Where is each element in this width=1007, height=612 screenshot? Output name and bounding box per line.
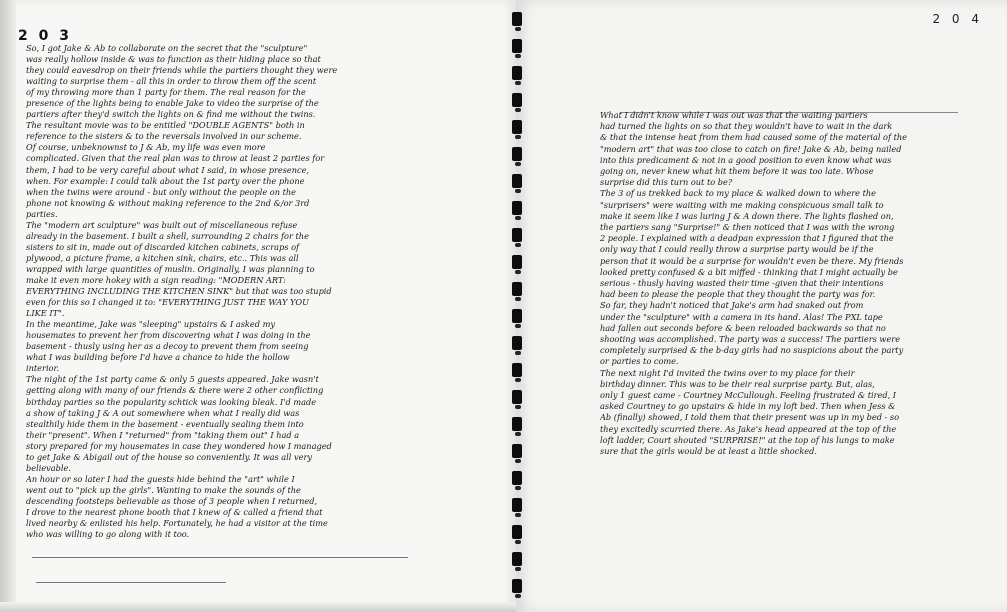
text-line: under the "sculpture" with a camera in its hand. Alas! The PXL tape xyxy=(600,311,883,322)
binding-hole xyxy=(512,174,522,188)
text-line: What I didn't know while I was out was that the waiting partiers xyxy=(600,110,868,120)
text-line: & that the intense heat from them had caused some of the material of the xyxy=(600,132,908,143)
text-line: basement - thusly using her as a decoy to prevent them from seeing xyxy=(26,341,309,352)
handwritten-rule xyxy=(32,557,408,558)
handwritten-rule xyxy=(36,582,226,583)
binding-hole xyxy=(512,93,522,107)
text-line: them, I had to be very careful about what I said, in whose presence, xyxy=(26,164,310,175)
binding-coil xyxy=(515,378,521,382)
text-line: to get Jake & Abigail out of the house so conveniently. It was all very xyxy=(26,451,312,462)
binding-coil xyxy=(515,108,521,112)
text-line: person that it would be a surprise for wouldn't even be there. My friends xyxy=(600,255,904,266)
text-line: So, I got Jake & Ab to collaborate on the secret that the "sculpture" xyxy=(26,43,308,53)
text-line: story prepared for my housemates in case they wondered how I managed xyxy=(26,440,332,451)
text-line: make it even more hokey with a sign reading: "MODERN ART: xyxy=(26,274,286,285)
binding-hole xyxy=(512,525,522,539)
text-line: already in the basement. I built a shell, surrounding 2 chairs for the xyxy=(26,230,309,241)
text-line: interior. xyxy=(26,363,60,374)
text-line: they excitedly scurried there. As Jake's head appeared at the top of the xyxy=(600,423,897,434)
text-line: waiting to surprise them - all this in order to throw them off the scent xyxy=(26,76,317,87)
binding-coil xyxy=(515,351,521,355)
binding-hole xyxy=(512,336,522,350)
binding-coil xyxy=(515,243,521,247)
text-line: The resultant movie was to be entitled "DOUBLE AGENTS" both in xyxy=(26,120,305,131)
text-line: they could eavesdrop on their friends while the partiers thought they were xyxy=(26,65,338,76)
right-page-number: 2 0 4 xyxy=(932,12,983,26)
text-line: phone not knowing & without making reference to the 2nd &/or 3rd xyxy=(26,197,310,208)
binding-coil xyxy=(515,513,521,517)
binding-coil xyxy=(515,270,521,274)
binding-hole xyxy=(512,12,522,26)
text-line: "modern art" that was too close to catch on fire! Jake & Ab, being nailed xyxy=(600,143,902,154)
binding-coil xyxy=(515,459,521,463)
text-line: shooting was accomplished. The party was a success! The partiers were xyxy=(600,334,901,345)
binding-coil xyxy=(515,297,521,301)
binding-hole xyxy=(512,282,522,296)
text-line: birthday dinner. This was to be their real surprise party. But, alas, xyxy=(600,378,875,389)
text-line: had fallen out seconds before & been reloaded backwards so that no xyxy=(600,322,886,333)
text-line: "surprisers" were waiting with me making conspicuous small talk to xyxy=(600,199,884,210)
right-text-column xyxy=(600,110,962,457)
text-line: I drove to the nearest phone booth that I knew of & called a friend that xyxy=(26,506,323,517)
text-line: what I was building before I'd have a chance to hide the hollow xyxy=(26,352,290,363)
text-line: stealthily hide them in the basement - eventually sealing them into xyxy=(26,418,304,429)
text-line: birthday parties so the popularity schtick was looking bleak. I'd made xyxy=(26,396,317,407)
text-line: EVERYTHING INCLUDING THE KITCHEN SINK" but that was too stupid xyxy=(26,286,332,297)
text-line: had been to please the people that they thought the party was for. xyxy=(600,289,876,300)
spiral-binding xyxy=(506,0,524,612)
binding-coil xyxy=(515,567,521,571)
binding-coil xyxy=(515,81,521,85)
binding-coil xyxy=(515,405,521,409)
text-line: The "modern art sculpture" was built out of miscellaneous refuse xyxy=(26,219,298,230)
text-line: or parties to come. xyxy=(600,356,679,367)
text-line: was really hollow inside & was to function as their hiding place so that xyxy=(26,54,321,65)
left-text-column xyxy=(26,43,404,540)
text-line: who was willing to go along with it too. xyxy=(26,529,190,540)
binding-hole xyxy=(512,417,522,431)
binding-coil xyxy=(515,189,521,193)
text-line: loft ladder, Court shouted "SURPRISE!" at the top of his lungs to make xyxy=(600,434,895,445)
text-line: a show of taking J & A out somewhere when what I really did was xyxy=(26,407,300,418)
text-line: when the twins were around - but only without the people on the xyxy=(26,186,296,197)
binding-hole xyxy=(512,120,522,134)
binding-hole xyxy=(512,498,522,512)
text-line: reference to the sisters & to the reversals involved in our scheme. xyxy=(26,131,302,142)
text-line: went out to "pick up the girls". Wanting to make the sounds of the xyxy=(26,484,301,495)
page-stack-edge xyxy=(0,0,16,612)
text-line: The night of the 1st party came & only 5 guests appeared. Jake wasn't xyxy=(26,374,319,385)
text-line: LIKE IT". xyxy=(26,308,65,319)
text-line: housemates to prevent her from discovering what I was doing in the xyxy=(26,330,311,341)
binding-coil xyxy=(515,135,521,139)
text-line: of my throwing more than 1 party for them. The real reason for the xyxy=(26,87,306,98)
binding-hole xyxy=(512,363,522,377)
binding-hole xyxy=(512,444,522,458)
binding-hole xyxy=(512,471,522,485)
text-line: completely surprised & the b-day girls had no suspicions about the party xyxy=(600,345,904,356)
binding-hole xyxy=(512,66,522,80)
binding-coil xyxy=(515,54,521,58)
text-line: getting along with many of our friends & there were 2 other conflicting xyxy=(26,385,324,396)
text-line: only 1 guest came - Courtney McCullough. Feeling frustrated & tired, I xyxy=(600,390,897,401)
binding-hole xyxy=(512,228,522,242)
binding-hole xyxy=(512,201,522,215)
binding-coil xyxy=(515,540,521,544)
text-line: the partiers sang "Surprise!" & then noticed that I was with the wrong xyxy=(600,222,895,233)
text-line: partiers after they'd switch the lights on & find me without the twins. xyxy=(26,109,316,120)
binding-coil xyxy=(515,432,521,436)
text-line: presence of the lights being to enable Jake to video the surprise of the xyxy=(26,98,319,109)
text-line: make it seem like I was luring J & A down there. The lights flashed on, xyxy=(600,210,894,221)
binding-hole xyxy=(512,390,522,404)
text-line: So far, they hadn't noticed that Jake's arm had snaked out from xyxy=(600,300,864,311)
text-line: their "present". When I "returned" from "taking them out" I had a xyxy=(26,429,300,440)
text-line: Of course, unbeknownst to J & Ab, my life was even more xyxy=(26,142,266,153)
text-line: asked Courtney to go upstairs & hide in my loft bed. Then when Jess & xyxy=(600,401,896,412)
text-line: In the meantime, Jake was "sleeping" upstairs & I asked my xyxy=(26,319,275,330)
binding-hole xyxy=(512,309,522,323)
text-line: Ab (finally) showed, I told them that their present was up in my bed - so xyxy=(600,412,900,423)
binding-coil xyxy=(515,216,521,220)
text-line: plywood, a picture frame, a kitchen sink, chairs, etc.. This was all xyxy=(26,252,299,263)
text-line: into this predicament & not in a good position to even know what was xyxy=(600,154,892,165)
text-line: sure that the girls would be at least a little shocked. xyxy=(600,446,817,457)
text-line: 2 people. I explained with a deadpan expression that I figured that the xyxy=(600,233,894,244)
text-line: An hour or so later I had the guests hide behind the "art" while I xyxy=(26,473,295,484)
text-line: even for this so I changed it to: "EVERYTHING JUST THE WAY YOU xyxy=(26,297,309,308)
binding-hole xyxy=(512,147,522,161)
binding-coil xyxy=(515,486,521,490)
binding-coil xyxy=(515,324,521,328)
text-line: wrapped with large quantities of muslin. Originally, I was planning to xyxy=(26,263,315,274)
text-line: complicated. Given that the real plan was to throw at least 2 parties for xyxy=(26,153,325,164)
text-line: parties. xyxy=(26,208,58,219)
text-line: lived nearby & enlisted his help. Fortunately, he had a visitor at the time xyxy=(26,518,328,529)
binding-hole xyxy=(512,552,522,566)
binding-coil xyxy=(515,162,521,166)
text-line: going on, never knew what hit them before it was too late. Whose xyxy=(600,166,874,177)
text-line: surprise did this turn out to be? xyxy=(600,177,733,188)
text-line: serious - thusly having wasted their time -given that their intentions xyxy=(600,278,884,289)
text-line: looked pretty confused & a bit miffed - thinking that I might actually be xyxy=(600,266,898,277)
left-page-number: 2 0 3 xyxy=(18,28,72,44)
text-line: sisters to sit in, made out of discarded kitchen cabinets, scraps of xyxy=(26,241,300,252)
binding-hole xyxy=(512,39,522,53)
text-line: believable. xyxy=(26,462,71,473)
binding-hole xyxy=(512,579,522,593)
text-line: when. For example: I could talk about the 1st party over the phone xyxy=(26,175,305,186)
binding-hole xyxy=(512,255,522,269)
text-line: had turned the lights on so that they wouldn't have to wait in the dark xyxy=(600,121,893,132)
page-bottom-edge xyxy=(0,602,516,612)
text-line: descending footsteps believable as those of 3 people when I returned, xyxy=(26,495,318,506)
binding-coil xyxy=(515,594,521,598)
binding-coil xyxy=(515,27,521,31)
text-line: The next night I'd invited the twins over to my place for their xyxy=(600,367,855,378)
text-line: only way that I could really throw a surprise party would be if the xyxy=(600,244,874,255)
text-line: The 3 of us trekked back to my place & walked down to where the xyxy=(600,188,876,199)
